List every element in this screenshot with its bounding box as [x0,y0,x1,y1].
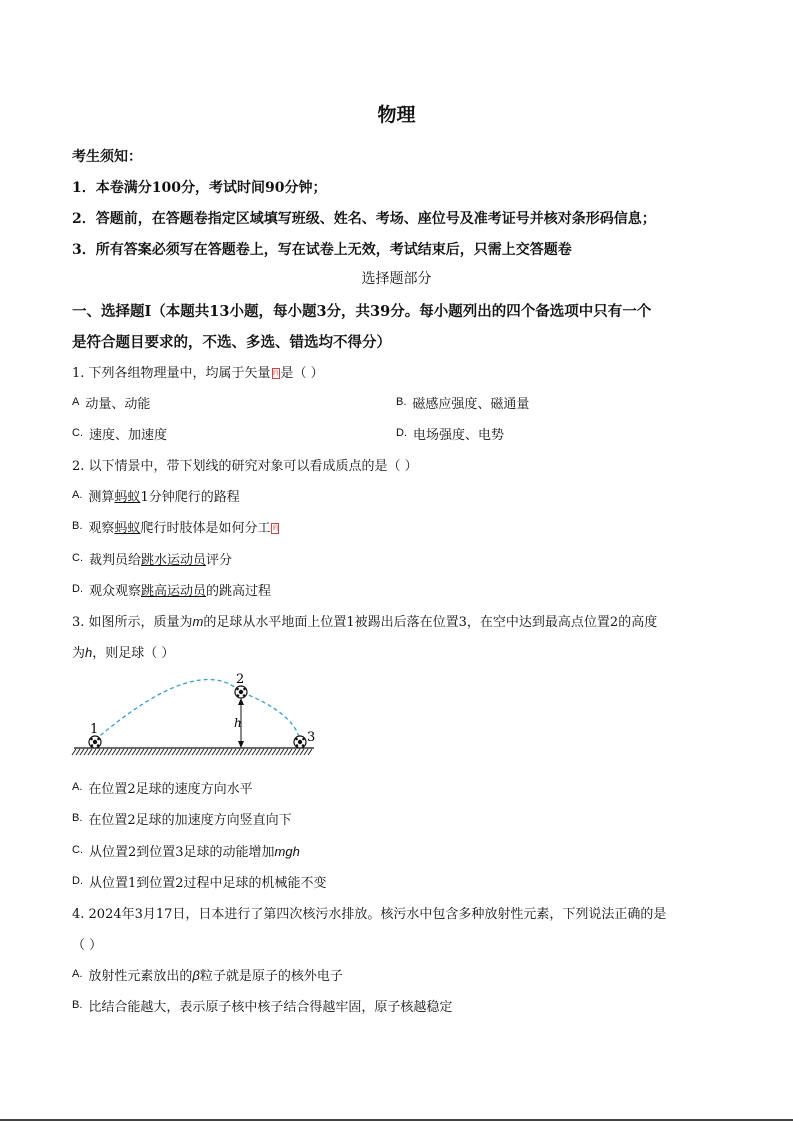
q3-football-trajectory-figure [68,672,328,762]
hatch-mark [176,749,180,755]
option-letter: C. [72,844,83,856]
hatch-mark [152,749,156,755]
hatch-mark [88,749,92,755]
hatch-mark [136,749,140,755]
hatch-mark [260,749,264,755]
hatch-mark [160,749,164,755]
position-label-1: 1 [90,722,99,737]
hatch-mark [196,749,200,755]
hatch-mark [216,749,220,755]
hatch-mark [304,749,308,755]
hatch-mark [292,749,296,755]
hatch-mark [308,749,312,755]
q1-option-c [72,424,167,443]
hatch-mark [124,749,128,755]
q1-stem-part-b: 是（ ） [280,366,324,381]
option-letter: B. [396,396,407,408]
height-arrow-head-bottom [238,741,244,748]
ball-position-2 [235,686,247,698]
position-label-2: 2 [236,672,245,687]
option-letter: A. [72,489,83,501]
q3-stem-text: 为 [72,646,86,661]
option-text: 比结合能越大，表示原子核中核子结合得越牢固，原子核越稳定 [88,1000,453,1015]
height-symbol: h [85,645,93,660]
q2-option-c [72,549,232,568]
notice-item-2: 2．答题前，在答题卷指定区域填写班级、姓名、考场、座位号及准考证号并核对条形码信息； [72,211,656,227]
option-letter: C. [72,427,83,439]
q3-option-b [72,809,292,828]
hatch-mark [104,749,108,755]
q3-option-d [72,872,327,891]
hatch-mark [192,749,196,755]
hatch-mark [72,749,76,755]
hatch-mark [272,749,276,755]
option-text: 在位置2足球的加速度方向竖直向下 [88,813,292,828]
option-text: 电场强度、电势 [413,428,505,443]
option-text: 磁感应强度、磁通量 [412,397,530,412]
missing-glyph-box: 的 [272,370,279,377]
hatch-mark [84,749,88,755]
q2-option-d [72,580,271,599]
hatch-mark [112,749,116,755]
hatch-mark [224,749,228,755]
ball-position-1 [89,736,101,748]
option-text: 评分 [206,553,233,568]
option-text: 1分钟爬行的路程 [140,490,240,505]
option-letter: B. [72,520,83,532]
option-text: 观众观察 [89,584,142,599]
trajectory-curve [95,680,300,741]
hatch-mark [108,749,112,755]
option-letter: B. [72,812,83,824]
notice-item-1: 1．本卷满分100分，考试时间90分钟； [72,180,327,196]
hatch-mark [80,749,84,755]
hatch-mark [168,749,172,755]
underlined-subject: 跳高运动员 [141,584,207,599]
hatch-mark [232,749,236,755]
option-letter: D. [396,427,407,439]
notice-heading: 考生须知： [72,149,142,165]
underlined-subject: 蚂蚁 [114,521,141,536]
option-text: 裁判员给 [89,553,142,568]
hatch-mark [148,749,152,755]
hatch-mark [252,749,256,755]
q4-option-b [72,996,452,1015]
q4-stem-line1: 4. 2024年3月17日，日本进行了第四次核污水排放。核污水中包含多种放射性元素，下列说法正确的是 [72,907,667,922]
hatch-mark [144,749,148,755]
q4-stem-line2: （ ） [72,938,103,953]
hatch-mark [100,749,104,755]
option-letter: B. [72,999,83,1011]
option-letter: D. [72,875,83,887]
hatch-mark [280,749,284,755]
option-letter: A [72,396,80,408]
hatch-mark [296,749,300,755]
option-text: 粒子就是原子的核外电子 [199,969,343,984]
hatch-mark [228,749,232,755]
hatch-mark [244,749,248,755]
hatch-mark [284,749,288,755]
hatch-mark [132,749,136,755]
page-bottom-border [0,1119,793,1121]
underlined-subject: 蚂蚁 [114,490,141,505]
hatch-mark [268,749,272,755]
hatch-mark [128,749,132,755]
option-text: 速度、加速度 [89,428,168,443]
page-title: 物理 [377,104,416,126]
hatch-mark [120,749,124,755]
hatch-mark [184,749,188,755]
missing-glyph-box: 的 [272,525,279,532]
option-text: 观察 [88,521,115,536]
option-text: 在位置2足球的速度方向水平 [88,782,253,797]
q3-option-c [72,841,300,860]
q1-option-b [396,393,529,412]
option-letter: D. [72,583,83,595]
option-text: 爬行时肢体是如何分工 [140,521,271,536]
q3-stem-line1 [72,611,657,630]
option-text: 动量、动能 [85,397,151,412]
hatch-mark [76,749,80,755]
hatch-mark [140,749,144,755]
hatch-mark [256,749,260,755]
option-text: 的跳高过程 [206,584,272,599]
hatch-mark [264,749,268,755]
underlined-subject: 跳水运动员 [141,553,207,568]
hatch-mark [92,749,96,755]
hatch-mark [204,749,208,755]
hatch-mark [156,749,160,755]
option-letter: A. [72,781,83,793]
q1-stem-part-a: 1. 下列各组物理量中，均属于矢量 [72,366,271,381]
section-title: 选择题部分 [361,271,432,287]
part1-instructions-line1: 一、选择题Ⅰ（本题共13小题，每小题3分，共39分。每小题列出的四个备选项中只有一个 [72,303,652,320]
hatch-mark [276,749,280,755]
formula-mgh: mgh [274,844,300,859]
hatch-mark [220,749,224,755]
q3-stem-text: 的足球从水平地面上位置1被踢出后落在位置3，在空中达到最高点位置2的高度 [203,615,658,630]
height-arrow-head-top [238,698,244,705]
option-text: 从位置1到位置2过程中足球的机械能不变 [89,876,327,891]
option-text: 放射性元素放出的 [88,969,193,984]
option-letter: A. [72,968,83,980]
hatch-mark [116,749,120,755]
hatch-mark [288,749,292,755]
q3-stem-line2 [72,642,174,661]
hatch-mark [180,749,184,755]
hatch-mark [188,749,192,755]
mass-symbol: m [192,614,204,629]
q4-option-a [72,965,343,984]
option-text: 测算 [88,490,115,505]
height-label: h [234,716,242,730]
q3-stem-text: ，则足球（ ） [92,646,175,661]
hatch-mark [164,749,168,755]
q1-option-a [72,393,150,412]
q3-stem-text: 3. 如图所示，质量为 [72,615,193,630]
hatch-mark [212,749,216,755]
hatch-mark [172,749,176,755]
beta-symbol: β [192,968,200,983]
q2-option-b [72,517,280,536]
option-letter: C. [72,552,83,564]
position-label-3: 3 [307,730,316,745]
q2-stem: 2. 以下情景中，带下划线的研究对象可以看成质点的是（ ） [72,459,418,474]
hatch-mark [248,749,252,755]
part1-instructions-line2: 是符合题目要求的，不选、多选、错选均不得分） [72,334,391,351]
q1-option-d [396,424,504,443]
q1-stem [72,362,324,381]
hatch-mark [240,749,244,755]
hatch-mark [208,749,212,755]
q2-option-a [72,486,240,505]
hatch-mark [96,749,100,755]
hatch-mark [300,749,304,755]
hatch-mark [200,749,204,755]
ball-position-3 [294,736,306,748]
q3-option-a [72,778,253,797]
hatch-mark [236,749,240,755]
option-text: 从位置2到位置3足球的动能增加 [89,845,275,860]
notice-item-3: 3．所有答案必须写在答题卷上，写在试卷上无效，考试结束后，只需上交答题卷 [72,242,572,258]
ground-hatching [72,749,312,755]
